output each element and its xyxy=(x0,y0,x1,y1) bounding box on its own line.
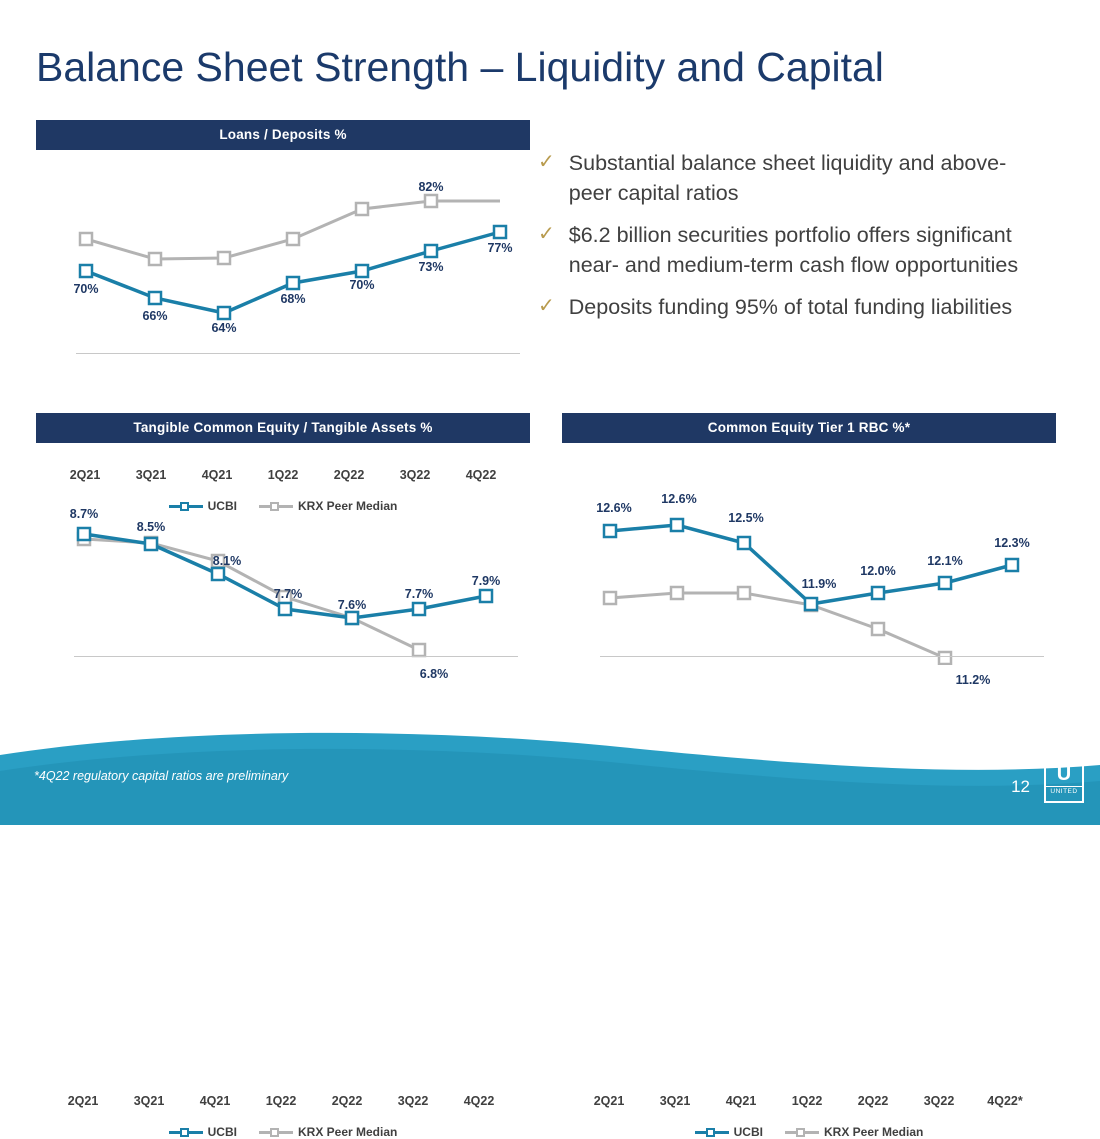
x-tick: 2Q22 xyxy=(331,1094,363,1108)
x-axis-labels-cet1 xyxy=(576,1094,1038,1108)
chart-svg-tce-ta xyxy=(36,443,530,665)
series-line-peer xyxy=(84,539,419,650)
legend-item-peer xyxy=(259,1125,397,1139)
chart-plot-tce-ta xyxy=(36,443,530,681)
data-label-peer: 82% xyxy=(418,180,444,194)
check-icon: ✓ xyxy=(538,151,555,173)
data-label: 64% xyxy=(211,321,237,335)
x-tick: 4Q22 xyxy=(463,1094,495,1108)
page-number: 12 xyxy=(1011,777,1030,796)
data-label: 8.1% xyxy=(212,554,242,568)
x-tick: 1Q22 xyxy=(791,1094,823,1108)
chart-plot-loans-deposits xyxy=(36,150,530,362)
legend-label-ucbi: UCBI xyxy=(207,1125,237,1139)
data-label: 12.6% xyxy=(661,492,697,506)
footnote: *4Q22 regulatory capital ratios are preliminary xyxy=(34,769,289,783)
data-label: 70% xyxy=(73,282,99,296)
chart-legend-tce-ta xyxy=(36,1125,530,1139)
x-axis-line xyxy=(74,656,518,657)
data-label-peer: 6.8% xyxy=(419,667,449,681)
x-axis-line xyxy=(600,656,1044,657)
legend-marker-icon xyxy=(169,1126,203,1138)
bullet-text: Substantial balance sheet liquidity and above-peer capital ratios xyxy=(568,151,1007,205)
legend-item-ucbi xyxy=(695,1125,763,1139)
legend-label-ucbi: UCBI xyxy=(207,499,237,513)
data-label: 7.9% xyxy=(471,574,501,588)
x-tick: 2Q22 xyxy=(857,1094,889,1108)
x-tick: 1Q22 xyxy=(267,468,299,482)
chart-title-loans-deposits: Loans / Deposits % xyxy=(36,120,530,150)
logo-letter: U xyxy=(1056,762,1072,785)
data-label: 70% xyxy=(349,278,375,292)
data-label: 8.5% xyxy=(136,520,166,534)
data-label: 73% xyxy=(418,260,444,274)
data-label: 12.1% xyxy=(927,554,963,568)
legend-item-ucbi xyxy=(169,1125,237,1139)
legend-label-ucbi: UCBI xyxy=(733,1125,763,1139)
data-label: 12.3% xyxy=(994,536,1030,550)
chart-title-cet1: Common Equity Tier 1 RBC %* xyxy=(562,413,1056,443)
data-label: 12.0% xyxy=(860,564,896,578)
bullet-list xyxy=(538,148,1048,334)
x-tick: 2Q22 xyxy=(333,468,365,482)
data-label: 66% xyxy=(142,309,168,323)
legend-label-peer: KRX Peer Median xyxy=(297,1125,398,1139)
legend-marker-icon xyxy=(785,1126,819,1138)
legend-label-peer: KRX Peer Median xyxy=(823,1125,924,1139)
chart-legend-cet1 xyxy=(562,1125,1056,1139)
page-title: Balance Sheet Strength – Liquidity and Capital xyxy=(36,44,884,90)
x-tick: 2Q21 xyxy=(593,1094,625,1108)
legend-item-peer xyxy=(785,1125,923,1139)
x-tick: 1Q22 xyxy=(265,1094,297,1108)
chart-svg-cet1 xyxy=(562,443,1056,665)
check-icon: ✓ xyxy=(538,223,555,245)
data-label: 7.7% xyxy=(273,587,303,601)
data-label-peer: 11.2% xyxy=(955,673,991,687)
x-tick: 4Q21 xyxy=(201,468,233,482)
x-axis-line xyxy=(76,353,520,354)
bullet-item xyxy=(538,292,1048,322)
data-label: 12.6% xyxy=(596,501,632,515)
company-logo xyxy=(1044,757,1084,803)
legend-marker-icon xyxy=(259,1126,293,1138)
chart-panel-cet1 xyxy=(562,413,1056,1139)
x-tick: 2Q21 xyxy=(67,1094,99,1108)
legend-marker-icon xyxy=(695,1126,729,1138)
data-label: 7.6% xyxy=(337,598,367,612)
x-tick: 3Q21 xyxy=(659,1094,691,1108)
logo-wordmark: UNITED xyxy=(1046,786,1082,797)
data-label: 68% xyxy=(280,292,306,306)
data-label: 8.7% xyxy=(69,507,99,521)
legend-label-peer: KRX Peer Median xyxy=(297,499,398,513)
x-tick: 2Q21 xyxy=(69,468,101,482)
x-tick: 4Q22 xyxy=(465,468,497,482)
x-tick: 4Q22* xyxy=(987,1094,1023,1108)
x-tick: 4Q21 xyxy=(725,1094,757,1108)
x-tick: 3Q22 xyxy=(397,1094,429,1108)
x-tick: 3Q21 xyxy=(133,1094,165,1108)
data-label: 77% xyxy=(487,241,513,255)
series-markers-peer xyxy=(78,533,425,656)
series-line-peer xyxy=(610,593,945,658)
data-label: 7.7% xyxy=(404,587,434,601)
check-icon: ✓ xyxy=(538,295,555,317)
data-label: 12.5% xyxy=(728,511,764,525)
chart-title-tce-ta: Tangible Common Equity / Tangible Assets % xyxy=(36,413,530,443)
bullet-text: Deposits funding 95% of total funding liabilities xyxy=(568,295,1013,319)
x-tick: 4Q21 xyxy=(199,1094,231,1108)
bullet-item xyxy=(538,148,1048,208)
x-tick: 3Q22 xyxy=(399,468,431,482)
bullet-text: $6.2 billion securities portfolio offers significant near- and medium-term cash flow opportunities xyxy=(568,223,1019,277)
x-tick: 3Q22 xyxy=(923,1094,955,1108)
x-tick: 3Q21 xyxy=(135,468,167,482)
chart-plot-cet1 xyxy=(562,443,1056,687)
data-label: 11.9% xyxy=(801,577,837,591)
chart-svg-loans-deposits xyxy=(36,150,530,362)
bullet-item xyxy=(538,220,1048,280)
x-axis-labels-tce-ta xyxy=(50,1094,512,1108)
